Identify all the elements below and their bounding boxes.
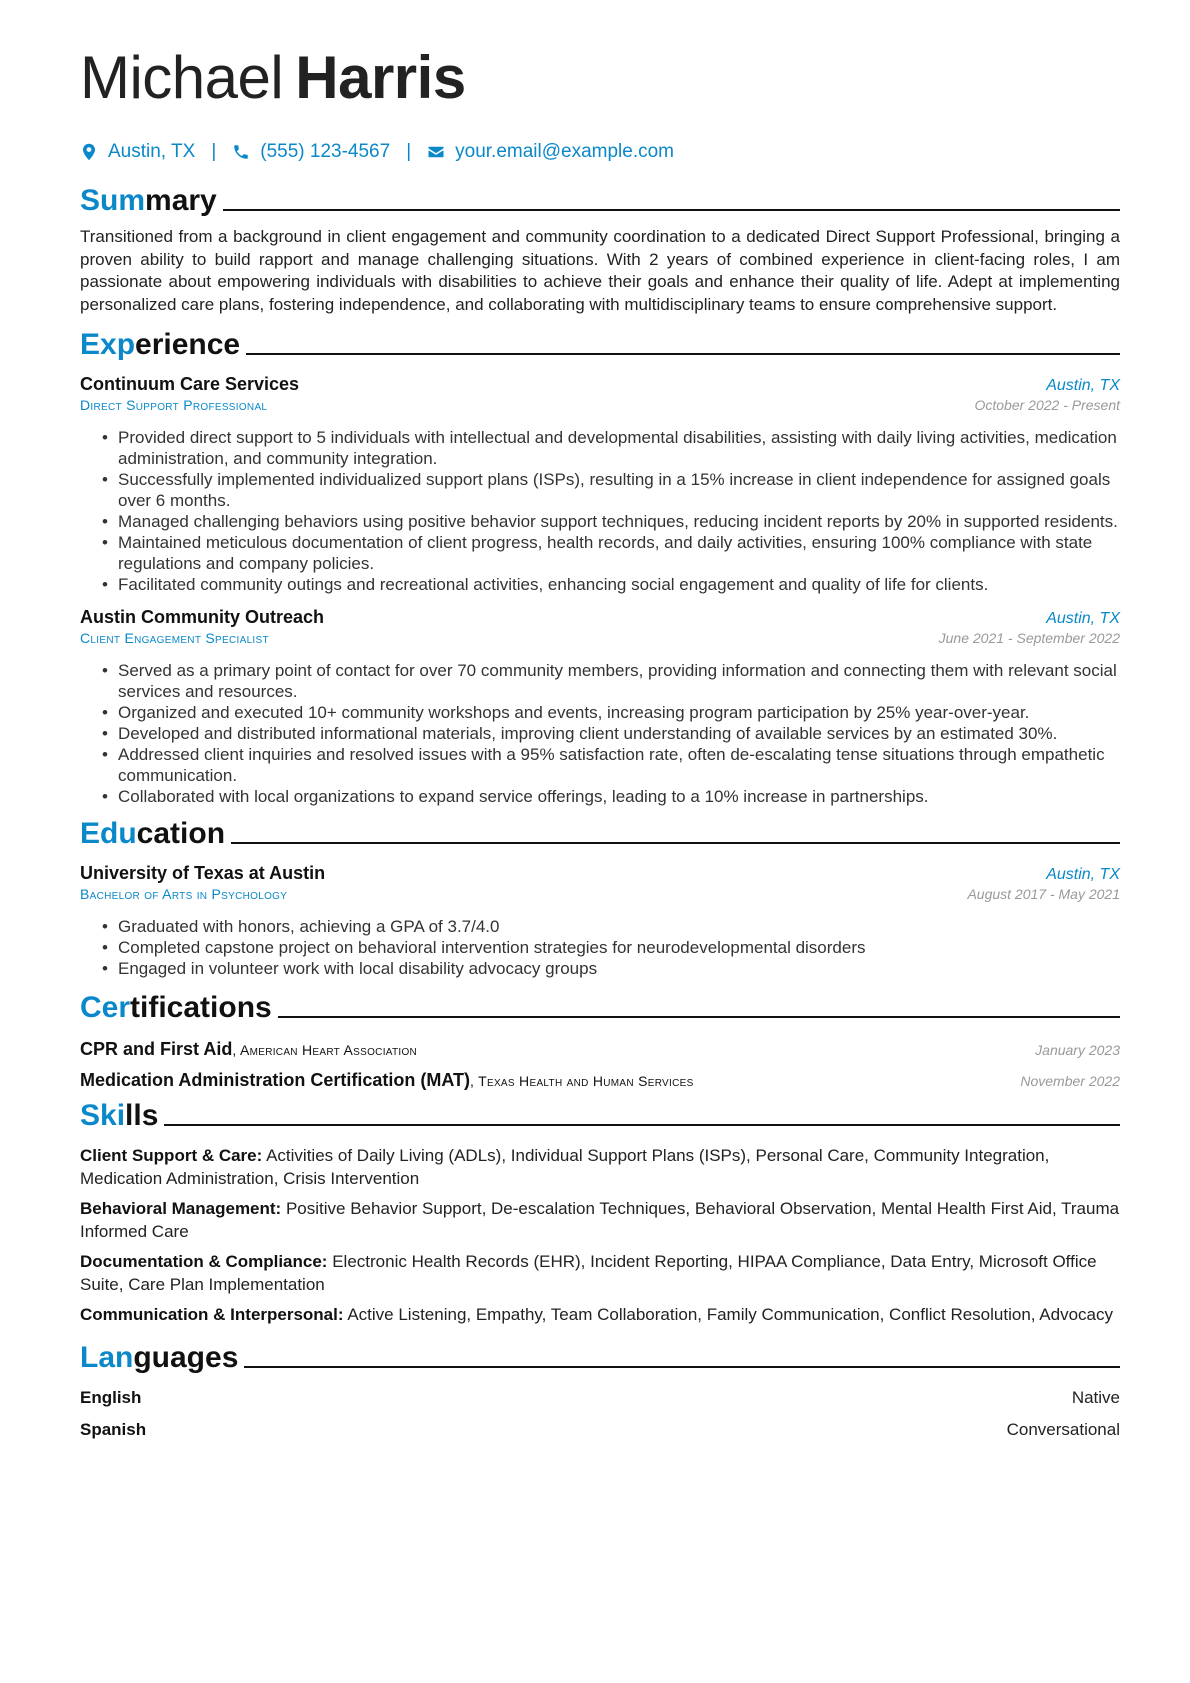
list-item: • Served as a primary point of contact for over 70 community members, providing information and connecting them with relevant social services and resources. bbox=[80, 660, 1120, 702]
education-heading bbox=[80, 815, 1120, 853]
job-dates: October 2022 - Present bbox=[974, 397, 1120, 413]
section-title: Languages bbox=[80, 1340, 239, 1374]
phone-icon bbox=[232, 143, 250, 161]
cert-name: Medication Administration Certification (MAT) bbox=[80, 1070, 470, 1090]
section-rule bbox=[246, 353, 1120, 355]
cert-issuer: American Heart Association bbox=[239, 1042, 418, 1058]
skill-category: Documentation & Compliance: bbox=[80, 1252, 328, 1271]
skill-list: Electronic Health Records (EHR), Incident Reporting, HIPAA Compliance, Data Entry, Microsoft Office Suite, Care Plan Implementation bbox=[80, 1252, 1097, 1294]
list-item: • Facilitated community outings and recreational activities, enhancing social engagement and quality of life for clients. bbox=[80, 574, 1120, 595]
school-location: Austin, TX bbox=[1046, 866, 1120, 883]
skill-group bbox=[80, 1198, 1120, 1243]
list-item: • Developed and distributed informational materials, improving client understanding of available services by an estimated 30%. bbox=[80, 723, 1120, 744]
candidate-name bbox=[80, 38, 1120, 118]
language-name: English bbox=[80, 1387, 142, 1407]
list-item: • Provided direct support to 5 individuals with intellectual and developmental disabilities, assisting with daily living activities, medication administration, and community integration. bbox=[80, 427, 1120, 469]
skill-category: Client Support & Care: bbox=[80, 1146, 263, 1165]
section-rule bbox=[223, 209, 1120, 211]
language-level: Native bbox=[1071, 1387, 1120, 1407]
certification-item: Medication Administration Certification (MAT), Texas Health and Human Services November 2022 bbox=[80, 1070, 1120, 1090]
email-text: your.email@example.com bbox=[455, 141, 674, 162]
language-level: Conversational bbox=[1006, 1419, 1120, 1439]
section-rule bbox=[164, 1124, 1120, 1126]
cert-issuer: Texas Health and Human Services bbox=[478, 1073, 694, 1089]
job-bullets bbox=[80, 660, 1120, 807]
first-name: Michael bbox=[80, 44, 284, 111]
language-name: Spanish bbox=[80, 1419, 147, 1439]
skill-list: Active Listening, Empathy, Team Collaboration, Family Communication, Conflict Resolution, Advocacy bbox=[347, 1305, 1113, 1324]
certifications-heading bbox=[80, 989, 1120, 1027]
skill-list: Positive Behavior Support, De-escalation Techniques, Behavioral Observation, Mental Health First Aid, Trauma Informed Care bbox=[80, 1199, 1120, 1241]
skill-category: Communication & Interpersonal: bbox=[80, 1305, 344, 1324]
map-marker-icon bbox=[80, 143, 98, 161]
location-text: Austin, TX bbox=[108, 141, 196, 162]
education-dates: August 2017 - May 2021 bbox=[967, 886, 1120, 902]
contact-location bbox=[80, 141, 195, 163]
job-role: Direct Support Professional bbox=[80, 397, 268, 413]
list-item: • Addressed client inquiries and resolved issues with a 95% satisfaction rate, often de-escalating tense situations through empathetic communication. bbox=[80, 744, 1120, 786]
section-title: Education bbox=[80, 817, 226, 850]
cert-date: January 2023 bbox=[1035, 1042, 1120, 1058]
list-item: • Completed capstone project on behavioral intervention strategies for neurodevelopmental disorders bbox=[80, 937, 1120, 958]
contact-email[interactable] bbox=[427, 141, 674, 163]
list-item: • Managed challenging behaviors using positive behavior support techniques, reducing incident reports by 20% in supported residents. bbox=[80, 511, 1120, 532]
contact-separator: | bbox=[406, 141, 412, 162]
cert-date: November 2022 bbox=[1020, 1073, 1120, 1089]
list-item: • Engaged in volunteer work with local disability advocacy groups bbox=[80, 958, 1120, 979]
section-title: Certifications bbox=[80, 991, 272, 1024]
skill-category: Behavioral Management: bbox=[80, 1199, 282, 1218]
skill-group bbox=[80, 1251, 1120, 1296]
section-rule bbox=[231, 842, 1120, 844]
envelope-icon bbox=[427, 143, 445, 161]
job-entry bbox=[80, 607, 1120, 807]
summary-heading bbox=[80, 182, 1120, 220]
last-name: Harris bbox=[295, 44, 466, 111]
skill-group bbox=[80, 1145, 1120, 1190]
certification-item: CPR and First Aid, American Heart Association January 2023 bbox=[80, 1039, 1120, 1059]
job-entry bbox=[80, 374, 1120, 595]
languages-heading bbox=[80, 1339, 1120, 1377]
job-org: Austin Community Outreach bbox=[80, 607, 325, 627]
degree: Bachelor of Arts in Psychology bbox=[80, 886, 288, 902]
skills-heading bbox=[80, 1097, 1120, 1135]
job-location: Austin, TX bbox=[1046, 377, 1120, 394]
job-org: Continuum Care Services bbox=[80, 374, 300, 394]
list-item: • Graduated with honors, achieving a GPA of 3.7/4.0 bbox=[80, 916, 1120, 937]
list-item: • Collaborated with local organizations to expand service offerings, leading to a 10% increase in partnerships. bbox=[80, 786, 1120, 807]
language-item bbox=[80, 1387, 1120, 1409]
section-rule bbox=[244, 1366, 1120, 1368]
summary-text: Transitioned from a background in client engagement and community coordination to a dedicated Direct Support Professional, bringing a proven ability to build rapport and manage challenging situations. With 2 years of combined experience in client-facing roles, I am passionate about empowering individuals with disabilities to achieve their goals and enhance their quality of life. Adept at implementing personalized care plans, fostering independence, and collaborating with multidisciplinary teams to ensure comprehensive support. bbox=[80, 227, 1120, 314]
section-rule bbox=[278, 1016, 1120, 1018]
contact-phone[interactable] bbox=[232, 141, 390, 163]
experience-heading bbox=[80, 326, 1120, 364]
job-bullets bbox=[80, 427, 1120, 595]
education-bullets bbox=[80, 916, 1120, 979]
contact-bar bbox=[80, 138, 1120, 166]
list-item: • Successfully implemented individualized support plans (ISPs), resulting in a 15% increase in client independence for assigned goals over 6 months. bbox=[80, 469, 1120, 511]
cert-name: CPR and First Aid bbox=[80, 1039, 233, 1059]
job-dates: June 2021 - September 2022 bbox=[938, 630, 1120, 646]
section-title: Experience bbox=[80, 328, 241, 361]
job-location: Austin, TX bbox=[1046, 610, 1120, 627]
job-role: Client Engagement Specialist bbox=[80, 630, 269, 646]
school-name: University of Texas at Austin bbox=[80, 863, 326, 883]
section-title: Skills bbox=[80, 1099, 159, 1132]
language-item bbox=[80, 1419, 1120, 1441]
contact-separator: | bbox=[211, 141, 217, 162]
skill-group bbox=[80, 1304, 1120, 1327]
education-entry bbox=[80, 863, 1120, 979]
list-item: • Maintained meticulous documentation of client progress, health records, and daily activities, ensuring 100% compliance with state regulations and company policies. bbox=[80, 532, 1120, 574]
phone-text: (555) 123-4567 bbox=[260, 141, 391, 162]
section-title: Summary bbox=[80, 184, 217, 217]
resume-page bbox=[80, 38, 1120, 1441]
skill-list: Activities of Daily Living (ADLs), Individual Support Plans (ISPs), Personal Care, Community Integration, Medication Administration, Crisis Intervention bbox=[80, 1146, 1050, 1188]
list-item: • Organized and executed 10+ community workshops and events, increasing program participation by 25% year-over-year. bbox=[80, 702, 1120, 723]
